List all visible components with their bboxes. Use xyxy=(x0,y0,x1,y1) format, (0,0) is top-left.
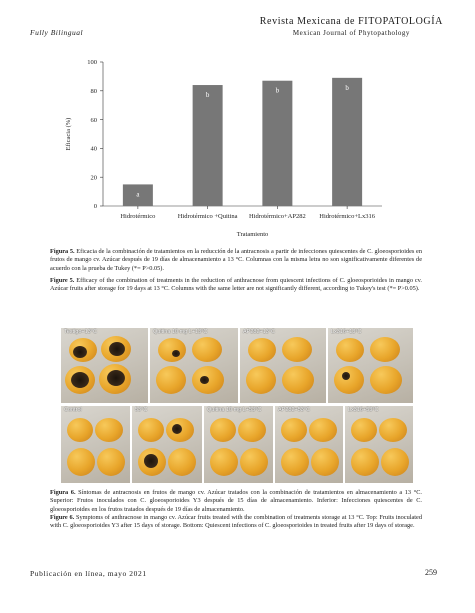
figure5-caption-en xyxy=(50,277,422,294)
figure6-text-en: Symptoms of anthracnose in mango cv. Azúcar fruits treated with the combination of treatments storage at 13 °C. Top: Fruits inoculated with C. gloeosporioides Y3 after 15 days of storage. Bottom: Quiescent infections of C. gloeosporioides in treated fruits after 19 days of storage. xyxy=(50,514,422,530)
photo-top-3 xyxy=(240,328,326,403)
y-tick-label: 0 xyxy=(93,203,97,211)
photo-label: Quitina 10 mg L+13°C xyxy=(153,329,208,335)
photo-top-4 xyxy=(328,328,413,403)
photo-label: Testigo+13°C xyxy=(64,329,97,335)
photo-bottom-4 xyxy=(275,406,343,483)
photo-label: Lx316+53°C xyxy=(348,407,379,413)
figure6-caption-en xyxy=(50,514,422,531)
running-header-left: Fully Bilingual xyxy=(30,28,84,37)
bar xyxy=(262,81,292,206)
x-tick-label: Hidrotérmico+AP282 xyxy=(249,213,306,220)
bar xyxy=(332,78,362,206)
x-tick-label: Hidrotérmico xyxy=(120,213,156,220)
y-tick-label: 60 xyxy=(90,116,97,124)
photo-label: AP282+13°C xyxy=(243,329,276,335)
photo-bottom-5 xyxy=(345,406,413,483)
x-tick-label: Hidrotérmico+Lx316 xyxy=(319,213,375,220)
photo-top-1 xyxy=(61,328,148,403)
bar-letter: b xyxy=(345,83,349,92)
publication-date: Publicación en línea, mayo 2021 xyxy=(30,569,147,578)
efficacy-bar-chart xyxy=(0,0,475,250)
figure6-caption-es xyxy=(50,489,422,514)
y-tick-label: 100 xyxy=(87,59,97,67)
photo-label: Control xyxy=(64,407,82,413)
y-tick-label: 40 xyxy=(90,145,97,153)
bar-letter: b xyxy=(205,91,210,100)
figure6-label-es: Figura 6. xyxy=(50,489,76,496)
figure6-text-es: Síntomas de antracnosis en frutos de mango cv. Azúcar tratados con la combinación de tratamientos en almacenamiento a 13 °C. Superior: Frutos inoculados con C. gloeosporioides Y3 después de 15 días de almacenamiento. Inferior: Infecciones quiescentes de C. gloeosporioides en los frutos tratados después de 19 días de almacenamiento. xyxy=(50,489,422,513)
figure5-label-en: Figure 5. xyxy=(50,277,75,284)
figure5-text-en: Efficacy of the combination of treatments in the reduction of anthracnose from quiescent infections of C. gloeosporioides in mango cv. Azúcar fruits after storage for 19 days at 13 °C. Columns with the same letter are not significantly different, according to Tukey's test (*= P>0.05). xyxy=(50,277,422,293)
y-axis-label: Eficacia (%) xyxy=(65,117,72,151)
photo-label: 53°C xyxy=(135,407,148,413)
photo-label: AP282+53°C xyxy=(278,407,311,413)
bar xyxy=(193,85,223,206)
y-tick-label: 80 xyxy=(90,88,97,95)
y-tick-label: 20 xyxy=(90,174,97,182)
figure5-text-es: Eficacia de la combinación de tratamientos en la reducción de la antracnosis a partir de infecciones quiescentes de C. gloeosporioides en frutos de mango cv. Azúcar después de 19 días de almacenamiento a 13 °C. Columnas con la misma letra no son significativamente diferentes de acuerdo con la prueba de Tukey (*= P>0.05). xyxy=(50,248,422,272)
page-number: 259 xyxy=(425,568,437,577)
journal-title-english: Mexican Journal of Phytopathology xyxy=(292,29,410,37)
figure5-label-es: Figura 5. xyxy=(50,248,75,255)
figure6-label-en: Figure 6. xyxy=(50,514,75,521)
photo-bottom-3 xyxy=(204,406,273,483)
bar-letter: a xyxy=(136,190,140,199)
x-tick-label: Hidrotérmico +Quitina xyxy=(177,213,238,220)
journal-title: Revista Mexicana de FITOPATOLOGÍA xyxy=(259,16,443,27)
x-axis-label: Tratamiento xyxy=(236,231,269,238)
photo-label: Lx316+13°C xyxy=(331,329,362,335)
photo-label: Quitina 10 mg L+53°C xyxy=(207,407,262,413)
photo-top-2 xyxy=(150,328,238,403)
anthracnose-photo-grid xyxy=(61,328,413,483)
figure5-caption-es xyxy=(50,248,422,273)
photo-bottom-1 xyxy=(61,406,130,483)
bar-letter: b xyxy=(275,86,280,95)
photo-bottom-2 xyxy=(132,406,202,483)
